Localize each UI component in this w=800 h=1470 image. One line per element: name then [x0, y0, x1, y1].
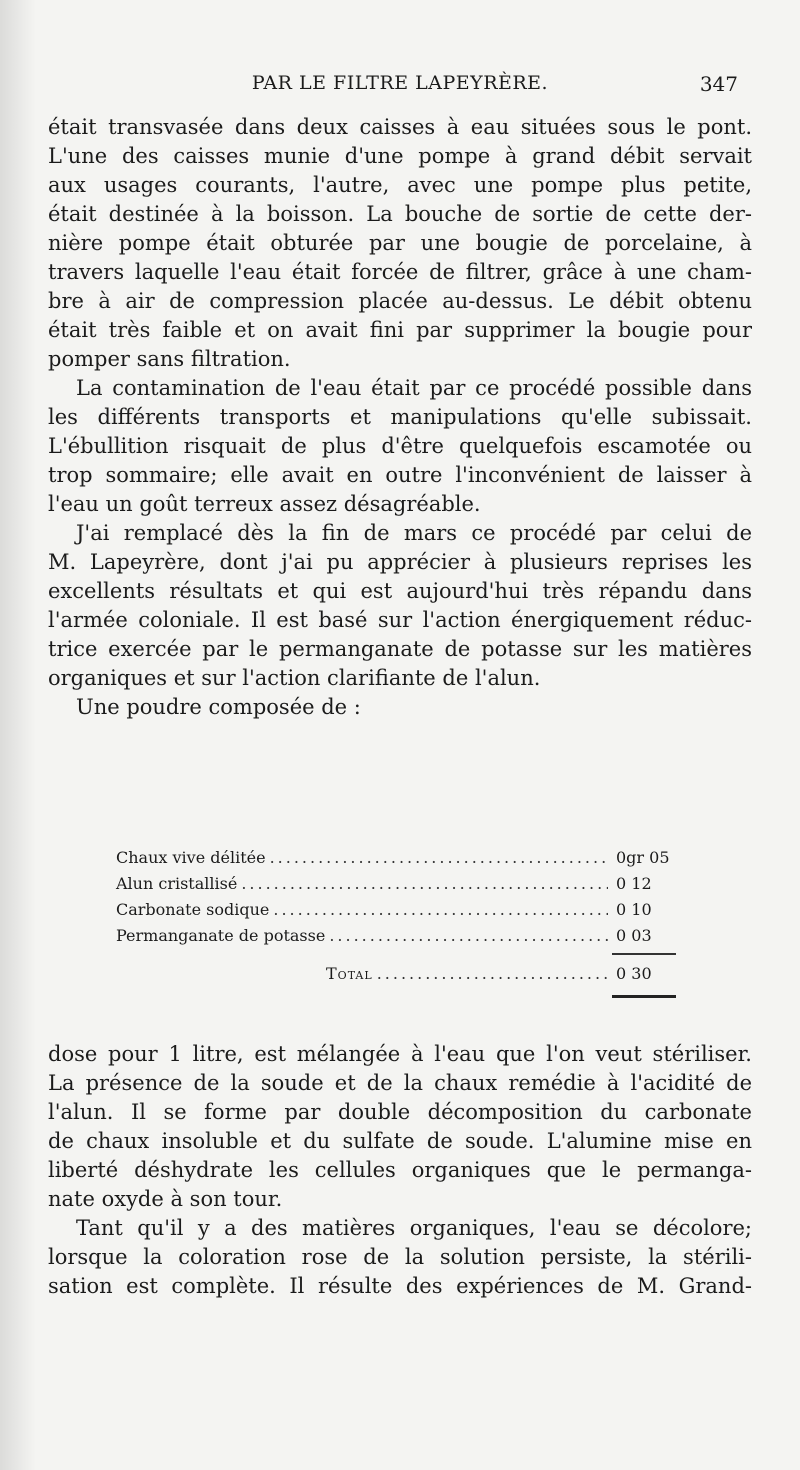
- total-label: Total: [326, 964, 373, 983]
- recipe-row: [116, 897, 686, 923]
- text-line: La présence de la soude et de la chaux remédie à l'acidité de: [48, 1071, 752, 1095]
- text-line: Une poudre composée de :: [76, 695, 361, 719]
- text-line: l'alun. Il se forme par double décomposition du carbonate: [48, 1100, 752, 1124]
- recipe-label: Alun cristallisé: [116, 874, 238, 893]
- recipe-label: Chaux vive délitée: [116, 848, 266, 867]
- text-line: était transvasée dans deux caisses à eau situées sous le pont.: [48, 115, 752, 139]
- recipe-label: Carbonate sodique: [116, 900, 270, 919]
- recipe-row: [116, 871, 686, 897]
- text-line: L'une des caisses munie d'une pompe à grand débit servait: [48, 144, 752, 168]
- text-line: M. Lapeyrère, dont j'ai pu apprécier à plusieurs reprises les: [48, 550, 752, 574]
- text-line: l'eau un goût terreux assez désagréable.: [48, 492, 481, 516]
- leader-dots: [273, 897, 608, 923]
- text-line: Tant qu'il y a des matières organiques, l'eau se décolore;: [76, 1216, 752, 1240]
- text-line: nière pompe était obturée par une bougie de porcelaine, à: [48, 231, 752, 255]
- text-line: dose pour 1 litre, est mélangée à l'eau que l'on veut stériliser.: [48, 1042, 752, 1066]
- text-line: organiques et sur l'action clarifiante de l'alun.: [48, 666, 541, 690]
- text-line: nate oxyde à son tour.: [48, 1187, 283, 1211]
- text-line: trop sommaire; elle avait en outre l'inconvénient de laisser à: [48, 463, 752, 487]
- leader-dots: [329, 923, 608, 949]
- recipe-value: 0 10: [616, 900, 652, 919]
- text-line: liberté déshydrate les cellules organiques que le permanga-: [48, 1158, 752, 1182]
- text-line: bre à air de compression placée au-dessus. Le débit obtenu: [48, 289, 752, 313]
- text-line: excellents résultats et qui est aujourd'hui très répandu dans: [48, 579, 752, 603]
- leader-dots: [377, 959, 608, 989]
- total-value: 0 30: [616, 964, 652, 983]
- text-line: lorsque la coloration rose de la solution persiste, la stérili-: [48, 1245, 752, 1269]
- recipe-value: 0 03: [616, 926, 652, 945]
- text-line: les différents transports et manipulations qu'elle subissait.: [48, 405, 752, 429]
- text-line: de chaux insoluble et du sulfate de soude. L'alumine mise en: [48, 1129, 752, 1153]
- body-text-bottom: [48, 1040, 752, 1301]
- page-shadow: [0, 0, 36, 1470]
- text-line: était destinée à la boisson. La bouche de sortie de cette der-: [48, 202, 752, 226]
- leader-dots: [241, 871, 608, 897]
- text-line: était très faible et on avait fini par supprimer la bougie pour: [48, 318, 752, 342]
- text-line: sation est complète. Il résulte des expériences de M. Grand-: [48, 1274, 752, 1298]
- recipe-table: [116, 845, 686, 998]
- recipe-total-row: [116, 959, 686, 989]
- text-line: pomper sans filtration.: [48, 347, 291, 371]
- recipe-label: Permanganate de potasse: [116, 926, 326, 945]
- recipe-row: [116, 923, 686, 949]
- running-title: PAR LE FILTRE LAPEYRÈRE.: [251, 72, 549, 94]
- text-line: J'ai remplacé dès la fin de mars ce procédé par celui de: [76, 521, 752, 545]
- recipe-row: [116, 845, 686, 871]
- page-header: [60, 72, 740, 108]
- total-underline: [612, 995, 676, 998]
- recipe-value: 0 12: [616, 874, 652, 893]
- leader-dots: [270, 845, 608, 871]
- text-line: travers laquelle l'eau était forcée de filtrer, grâce à une cham-: [48, 260, 752, 284]
- body-text-top: [48, 113, 752, 722]
- text-line: La contamination de l'eau était par ce procédé possible dans: [76, 376, 752, 400]
- page-number: 347: [699, 72, 738, 96]
- text-line: aux usages courants, l'autre, avec une pompe plus petite,: [48, 173, 752, 197]
- text-line: L'ébullition risquait de plus d'être quelquefois escamotée ou: [48, 434, 752, 458]
- text-line: trice exercée par le permanganate de potasse sur les matières: [48, 637, 752, 661]
- text-line: l'armée coloniale. Il est basé sur l'action énergiquement réduc-: [48, 608, 752, 632]
- recipe-value: 0gr 05: [616, 848, 670, 867]
